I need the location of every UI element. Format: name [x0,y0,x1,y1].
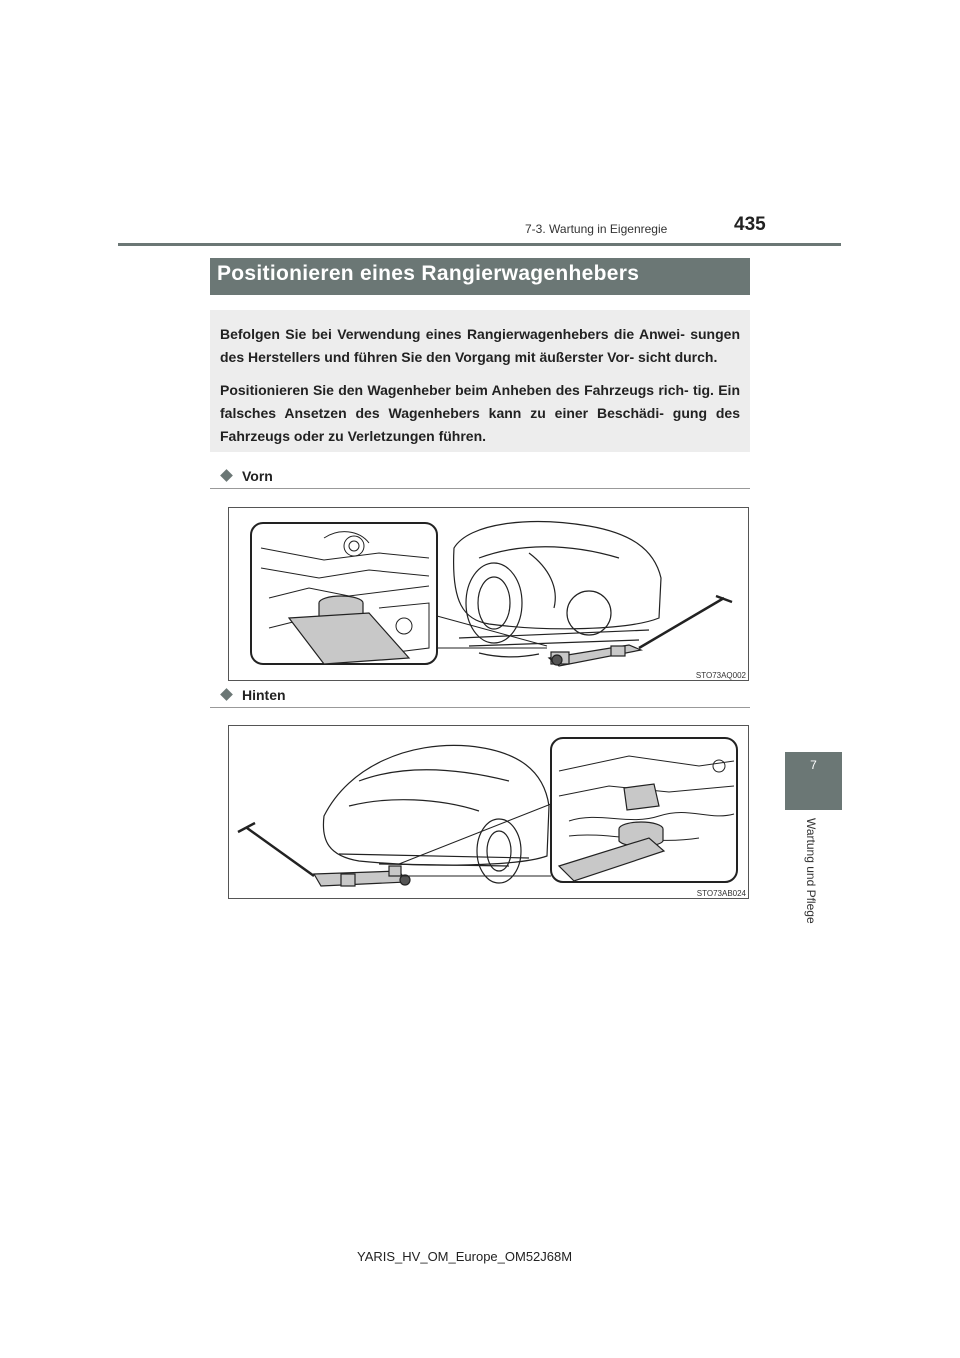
page-number: 435 [734,214,766,235]
chapter-tab-number: 7 [810,758,817,772]
subheading-rear-text: Hinten [242,687,286,703]
subheading-rear-rule [210,707,750,708]
subheading-front-rule [210,488,750,489]
rear-jack-illustration [229,726,749,899]
intro-box [210,310,750,452]
intro-paragraph-2: Positionieren Sie den Wagenheber beim Anheben des Fahrzeugs rich- tig. Ein falsches Ansetzen des Wagenhebers kann zu einer Beschädi- gung des Fahrzeugs oder zu Verletzungen führen. [220,382,740,444]
section-title-bar [210,258,750,295]
section-title: Positionieren eines Rangierwagenhebers [217,262,640,285]
intro-paragraph-1: Befolgen Sie bei Verwendung eines Rangierwagenhebers die Anwei- sungen des Herstellers und führen Sie den Vorgang mit äußerster Vor- sicht durch. [220,326,740,365]
header-section: 7-3. Wartung in Eigenregie [525,222,668,236]
figure-rear-code: STO73AB024 [696,889,746,898]
subheading-rear [219,687,750,705]
diamond-bullet-icon [220,688,233,701]
subheading-front-text: Vorn [242,468,273,484]
chapter-tab-label: Wartung und Pflege [804,818,818,924]
footer-doc-id: YARIS_HV_OM_Europe_OM52J68M [357,1249,573,1264]
header-rule [118,243,841,246]
figure-front-jack [228,507,749,681]
subheading-front [219,468,750,486]
figure-front-code: STO73AQ002 [695,671,746,680]
diamond-bullet-icon [220,469,233,482]
front-jack-illustration [229,508,749,681]
figure-rear-jack [228,725,749,899]
chapter-tab [785,752,842,810]
